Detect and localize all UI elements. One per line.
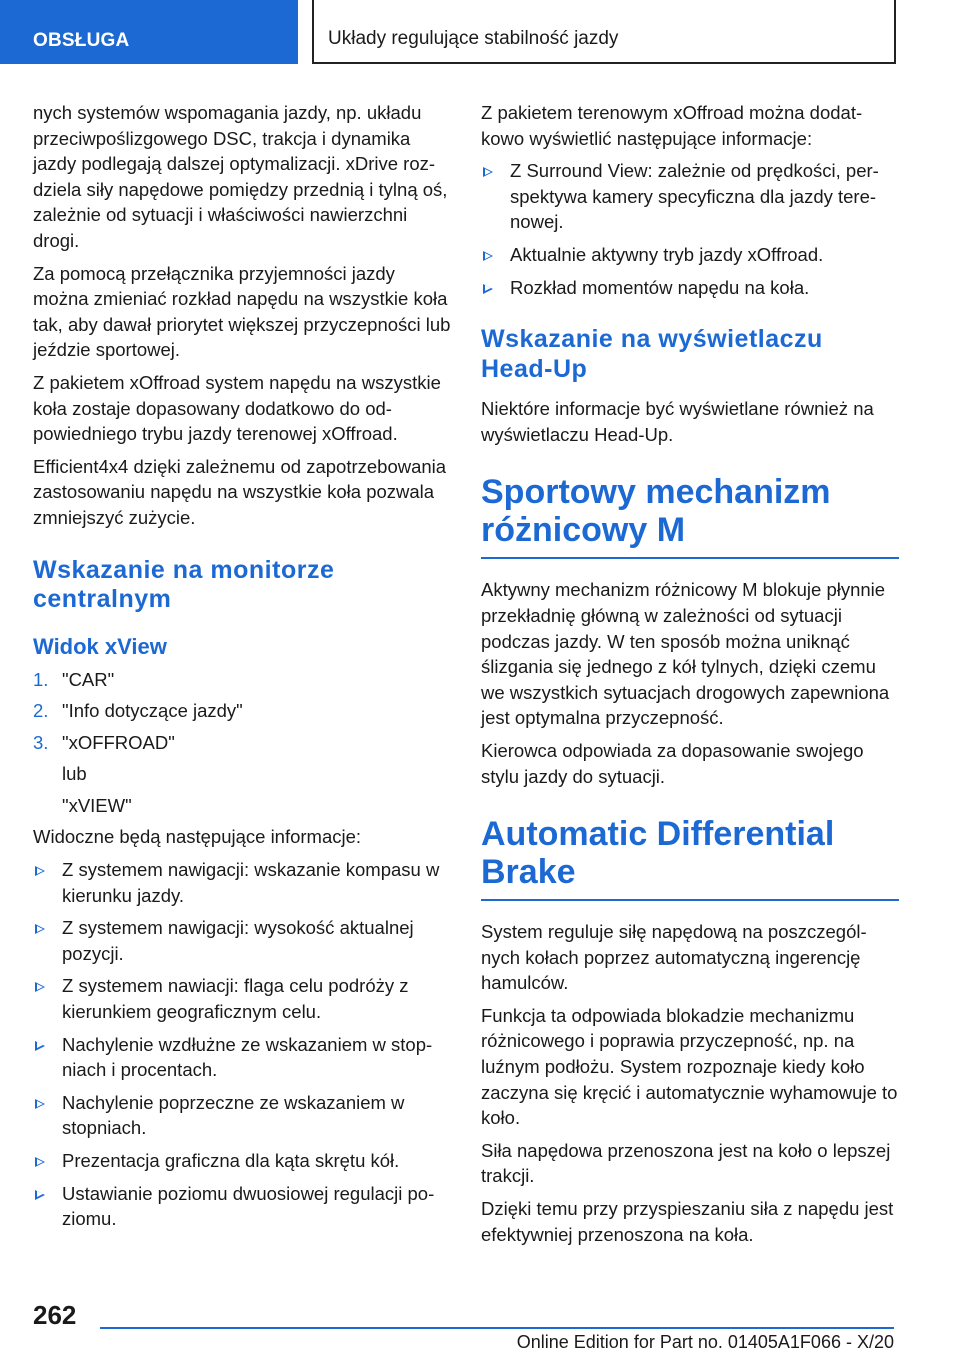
step-number: 2.: [33, 700, 49, 722]
page-number: 262: [33, 1300, 77, 1330]
bullet-item: Ustawianie poziomu dwuosiowej regulacji poziomu.: [33, 1181, 451, 1232]
page-header-title: Układy regulujące stabilność jazdy: [312, 0, 896, 64]
bullet-item: Prezentacja graficzna dla kąta skrętu kół.: [33, 1148, 451, 1174]
section-divider: [481, 899, 899, 901]
bullet-item: Nachylenie wzdłużne ze wskazaniem w stopniach i procentach.: [33, 1032, 451, 1083]
paragraph: nych systemów wspomagania jazdy, np. układu przeciwpoślizgowego DSC, trakcja i dynamika jazdy podlegają dalszej optymalizacji. xDrive rozdziela siły napędowe pomiędzy przednią i tylną oś, zależnie od sytuacji i właściwości nawierzchni drogi.: [33, 102, 448, 251]
triangle-bullet-icon: [35, 1190, 45, 1200]
triangle-bullet-icon: [483, 284, 493, 294]
triangle-bullet-icon: [483, 167, 493, 177]
heading-sport-differential: Sportowy mechanizm różnicowy M: [481, 473, 831, 550]
bullet-item: Aktualnie aktywny tryb jazdy xOffroad.: [481, 242, 899, 268]
step-number: 1.: [33, 668, 49, 690]
triangle-bullet-icon: [35, 924, 45, 934]
numbered-steps: [33, 667, 451, 756]
footer-edition: Online Edition for Part no. 01405A1F066 - X/20: [516, 1332, 894, 1352]
step-item: [33, 698, 451, 724]
triangle-bullet-icon: [35, 1099, 45, 1109]
bullet-item: Nachylenie poprzeczne ze wskazaniem w stopniach.: [33, 1090, 451, 1141]
subheading-xview: Widok xView: [33, 633, 167, 659]
paragraph: Aktywny mechanizm różnicowy M blokuje płynnie przekładnię główną w zależności od sytuacji podczas jazdy. W ten sposób można uniknąć ślizgania się jednego z kół tylnych, dzięki czemu we wszystkich sytuacjach drogowych zapewniona jest optymalna przyczepność.: [481, 579, 890, 729]
step-text: "Info dotyczące jazdy": [62, 700, 243, 722]
paragraph: Niektóre informacje być wyświetlane również na wyświetlaczu Head-Up.: [481, 398, 874, 445]
paragraph: Kierowca odpowiada za dopasowanie swojego stylu jazdy do sytuacji.: [481, 739, 864, 787]
triangle-bullet-icon: [35, 1157, 45, 1167]
triangle-bullet-icon: [35, 982, 45, 992]
heading-head-up: Wskazanie na wyświetlaczu Head-Up: [481, 325, 823, 383]
paragraph: Z pakietem terenowym xOffroad można dodatkowo wyświetlić następujące informacje:: [481, 102, 863, 149]
bullet-item: Z systemem nawigacji: wskazanie kompasu w kierunku jazdy.: [33, 857, 451, 908]
bullet-item: Z systemem nawiacji: flaga celu podróży z kierunkiem geograficznym celu.: [33, 973, 451, 1024]
step-alternative-value: "xVIEW": [62, 794, 132, 816]
step-number: 3.: [33, 731, 49, 753]
step-text: "xOFFROAD": [62, 731, 175, 753]
bullet-item: Z systemem nawigacji: wysokość aktualnej pozycji.: [33, 915, 451, 966]
heading-central-monitor: Wskazanie na monitorze centralnym: [33, 555, 335, 613]
bullet-list: [481, 158, 899, 300]
heading-adb: Automatic Differential Brake: [481, 815, 835, 892]
paragraph: Za pomocą przełącznika przyjemności jazdy można zmieniać rozkład napędu na wszystkie koła tak, aby dawał priorytet większej przyczepności lub jeździe sportowej.: [33, 262, 451, 361]
section-tab: OBSŁUGA: [0, 0, 298, 64]
paragraph: Efficient4x4 dzięki zależnemu od zapotrzebowania zastosowaniu napędu na wszystkie koła pozwala zmniejszyć zużycie.: [33, 455, 447, 528]
step-alternative-or: lub: [62, 763, 87, 785]
bullet-item: Rozkład momentów napędu na koła.: [481, 275, 899, 301]
triangle-bullet-icon: [35, 866, 45, 876]
step-text: "CAR": [62, 668, 115, 690]
step-item: [33, 667, 451, 693]
paragraph: Dzięki temu przy przyspieszaniu siła z napędu jest efektywniej przenoszona na koła.: [481, 1198, 894, 1245]
paragraph: Z pakietem xOffroad system napędu na wszystkie koła zostaje dopasowany dodatkowo do odpowiedniego trybu jazdy terenowej xOffroad.: [33, 371, 441, 445]
footer-divider: [100, 1327, 894, 1329]
right-column: [481, 100, 899, 1254]
paragraph: Siła napędowa przenoszona jest na koło o lepszej trakcji.: [481, 1139, 891, 1187]
paragraph: Widoczne będą następujące informacje:: [33, 826, 362, 848]
section-divider: [481, 557, 899, 559]
triangle-bullet-icon: [483, 251, 493, 261]
paragraph: System reguluje siłę napędową na poszczególnych kołach poprzez automatyczną ingerencję hamulców.: [481, 921, 867, 994]
step-item: [33, 730, 451, 756]
left-column: [33, 100, 451, 1239]
bullet-item: Z Surround View: zależnie od prędkości, perspektywa kamery specyficzna dla jazdy terenowej.: [481, 158, 899, 235]
bullet-list: [33, 857, 451, 1232]
paragraph: Funkcja ta odpowiada blokadzie mechanizmu różnicowego i poprawia przyczepność, np. na luźnym podłożu. System rozpoznaje kiedy koło zaczyna się kręcić i automatycznie wyhamowuje to koło.: [481, 1004, 898, 1129]
triangle-bullet-icon: [35, 1041, 45, 1051]
